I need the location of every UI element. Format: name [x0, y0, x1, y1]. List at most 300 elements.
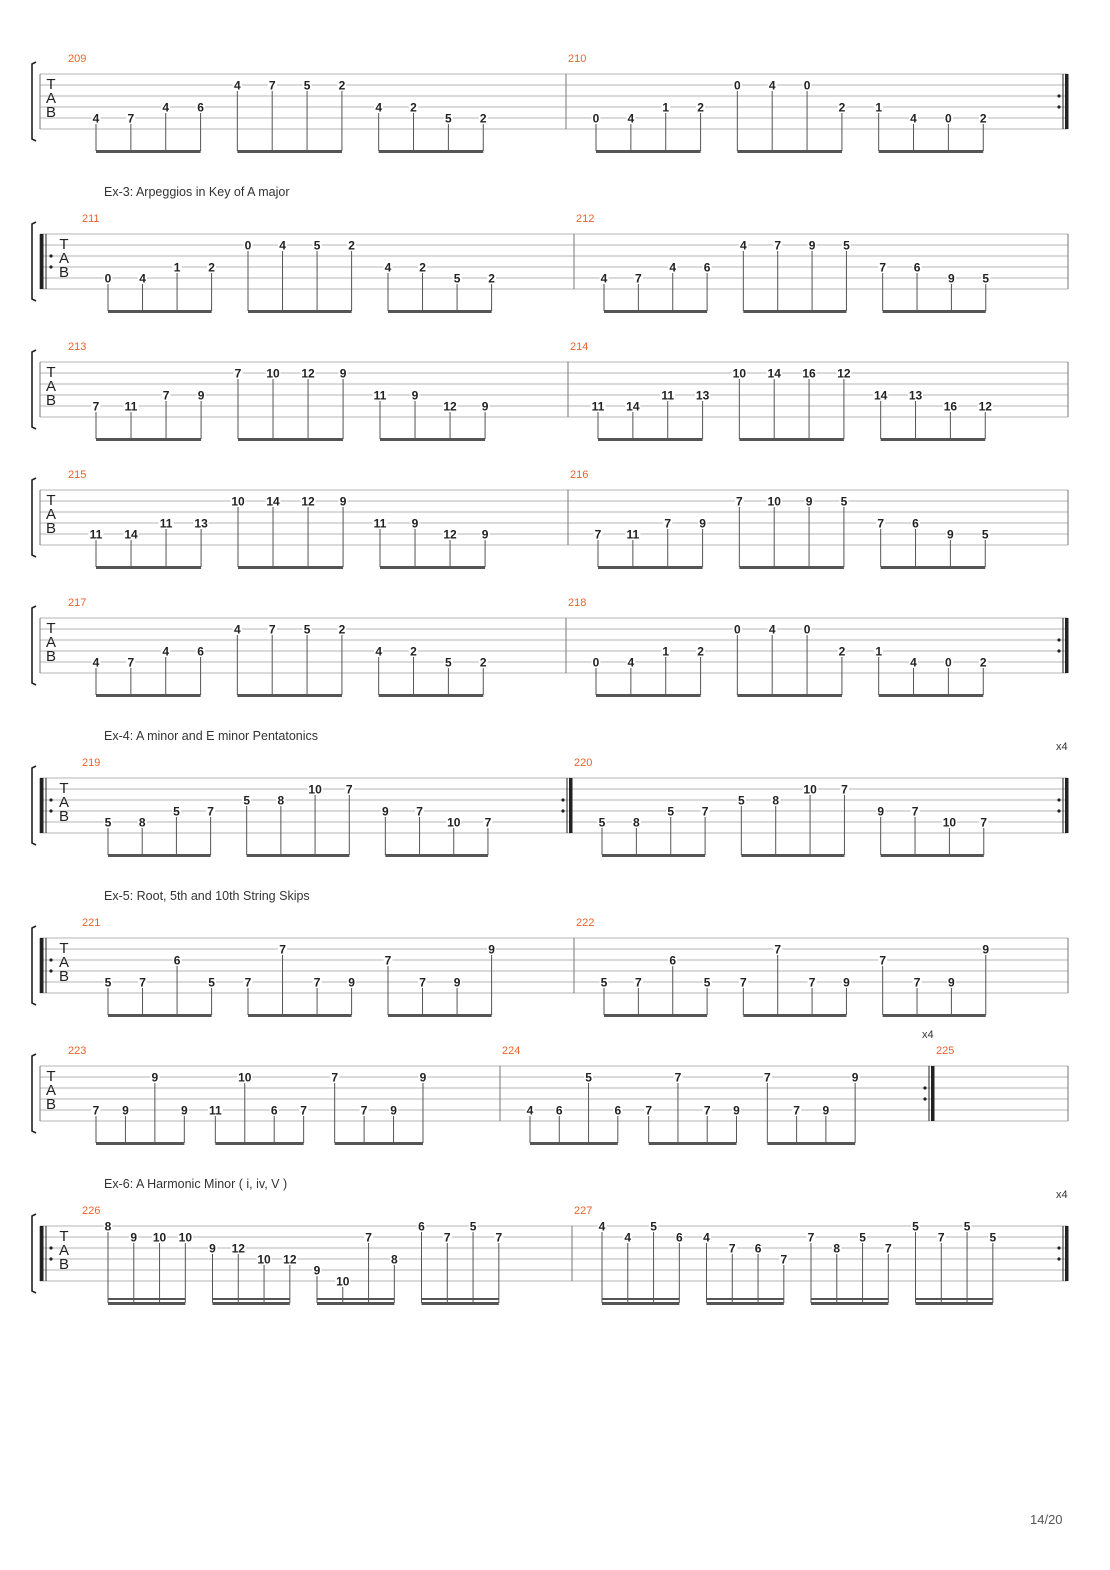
fret-number: 5 [104, 975, 112, 990]
beam [530, 1142, 618, 1145]
fret-number: 2 [479, 655, 487, 670]
section-title: Ex-4: A minor and E minor Pentatonics [104, 729, 318, 743]
fret-number: 7 [365, 1230, 372, 1245]
fret-number: 7 [139, 975, 146, 990]
fret-number: 7 [807, 1230, 815, 1245]
fret-number: 4 [600, 271, 608, 286]
fret-number: 9 [733, 1103, 740, 1118]
fret-number: 1 [875, 644, 883, 659]
measure-number: 223 [68, 1045, 87, 1057]
fret-number: 8 [104, 1219, 112, 1234]
beam [879, 150, 984, 153]
beam [916, 1302, 993, 1305]
fret-number: 8 [633, 815, 640, 830]
beam [602, 1298, 679, 1300]
measure-number: 210 [568, 53, 587, 65]
fret-number: 1 [875, 100, 883, 115]
beam [604, 1014, 707, 1017]
measure-number: 226 [82, 1205, 101, 1217]
repeat-dot [49, 1257, 52, 1260]
fret-number: 7 [674, 1070, 682, 1085]
fret-number: 2 [838, 644, 846, 659]
fret-number: 7 [207, 804, 214, 819]
fret-number: 6 [669, 953, 677, 968]
measure-number: 215 [68, 469, 87, 481]
fret-number: 2 [208, 260, 215, 275]
fret-number: 9 [699, 516, 706, 531]
fret-number: 9 [130, 1230, 138, 1245]
measure-number: 214 [570, 341, 589, 353]
fret-number: 2 [979, 111, 987, 126]
repeat-dot [923, 1097, 926, 1100]
tab-clef-letter: A [45, 1082, 57, 1099]
fret-number: 5 [453, 271, 461, 286]
fret-number: 10 [803, 782, 817, 797]
beam [881, 854, 984, 857]
fret-number: 7 [980, 815, 988, 830]
fret-number: 7 [360, 1103, 368, 1118]
beam [317, 1298, 394, 1300]
system-bracket [32, 926, 36, 1005]
fret-number: 6 [913, 260, 921, 275]
fret-number: 6 [703, 260, 711, 275]
measure-number: 221 [82, 917, 101, 929]
repeat-thick-bar [1065, 1226, 1069, 1281]
system-bracket [32, 606, 36, 685]
fret-number: 9 [209, 1241, 216, 1256]
tab-clef-letter: T [46, 492, 56, 509]
tab-clef-letter: A [45, 506, 57, 523]
fret-number: 7 [739, 975, 747, 990]
fret-number: 9 [411, 516, 419, 531]
fret-number: 4 [526, 1103, 534, 1118]
fret-number: 7 [92, 399, 100, 414]
fret-number: 5 [840, 494, 848, 509]
fret-number: 6 [197, 644, 204, 659]
fret-number: 5 [445, 655, 452, 670]
fret-number: 9 [808, 238, 816, 253]
fret-number: 12 [283, 1252, 297, 1267]
beam [380, 566, 485, 569]
beam [379, 694, 484, 697]
fret-number: 7 [313, 975, 321, 990]
fret-number: 5 [650, 1219, 657, 1234]
fret-number: 6 [555, 1103, 563, 1118]
tab-clef-letter: B [45, 104, 57, 121]
repeat-count: x4 [922, 1029, 934, 1041]
repeat-thick-bar [1065, 618, 1069, 673]
beam [96, 566, 201, 569]
beam [96, 150, 201, 153]
fret-number: 6 [197, 100, 204, 115]
fret-number: 7 [419, 975, 426, 990]
repeat-dot [561, 798, 564, 801]
fret-number: 12 [301, 366, 315, 381]
fret-number: 11 [373, 388, 387, 403]
fret-number: 9 [339, 366, 347, 381]
beam [96, 694, 201, 697]
section-title: Ex-6: A Harmonic Minor ( i, iv, V ) [104, 1177, 288, 1191]
fret-number: 10 [238, 1070, 252, 1085]
fret-number: 11 [89, 527, 103, 542]
system-bracket [32, 478, 36, 557]
fret-number: 7 [345, 782, 353, 797]
beam [380, 438, 485, 441]
beam [108, 854, 211, 857]
fret-number: 13 [194, 516, 208, 531]
fret-number: 9 [313, 1263, 321, 1278]
fret-number: 14 [124, 527, 138, 542]
fret-number: 5 [313, 238, 321, 253]
fret-number: 7 [443, 1230, 451, 1245]
fret-number: 5 [600, 975, 608, 990]
fret-number: 2 [697, 100, 704, 115]
beam [602, 1302, 679, 1305]
fret-number: 6 [675, 1230, 683, 1245]
beam [248, 310, 352, 313]
fret-number: 5 [303, 78, 311, 93]
tab-clef-letter: T [59, 940, 69, 957]
beam [916, 1298, 993, 1300]
fret-number: 5 [859, 1230, 866, 1245]
fret-number: 4 [233, 622, 241, 637]
fret-number: 4 [92, 655, 100, 670]
fret-number: 6 [754, 1241, 762, 1256]
fret-number: 7 [331, 1070, 339, 1085]
fret-number: 7 [635, 975, 642, 990]
fret-number: 7 [664, 516, 672, 531]
fret-number: 8 [833, 1241, 841, 1256]
repeat-dot [1057, 94, 1060, 97]
system-bracket [32, 222, 36, 301]
fret-number: 10 [767, 494, 781, 509]
fret-number: 9 [948, 975, 955, 990]
repeat-dot [1057, 1246, 1060, 1249]
fret-number: 6 [270, 1103, 278, 1118]
fret-number: 7 [884, 1241, 892, 1256]
fret-number: 12 [837, 366, 851, 381]
fret-number: 9 [151, 1070, 159, 1085]
fret-number: 2 [479, 111, 487, 126]
fret-number: 5 [989, 1230, 997, 1245]
beam [881, 438, 986, 441]
tab-clef-letter: T [46, 1068, 56, 1085]
repeat-dot [1057, 638, 1060, 641]
fret-number: 7 [780, 1252, 788, 1267]
fret-number: 7 [937, 1230, 945, 1245]
measure-number: 213 [68, 341, 87, 353]
fret-number: 4 [92, 111, 100, 126]
fret-number: 14 [767, 366, 781, 381]
fret-number: 9 [948, 271, 955, 286]
fret-number: 2 [348, 238, 355, 253]
beam [739, 438, 844, 441]
beam [388, 310, 492, 313]
system-bracket [32, 766, 36, 845]
beam [213, 1298, 290, 1300]
tab-clef-letter: T [46, 364, 56, 381]
fret-number: 5 [243, 793, 251, 808]
repeat-dot [49, 798, 52, 801]
system-bracket [32, 62, 36, 141]
tab-clef-letter: A [58, 794, 70, 811]
fret-number: 7 [728, 1241, 736, 1256]
fret-number: 0 [592, 111, 600, 126]
repeat-dot [49, 958, 52, 961]
beam [707, 1302, 784, 1305]
fret-number: 4 [910, 655, 917, 670]
fret-number: 2 [838, 100, 846, 115]
fret-number: 5 [982, 271, 990, 286]
fret-number: 7 [279, 942, 286, 957]
fret-number: 5 [963, 1219, 971, 1234]
repeat-dot [1057, 798, 1060, 801]
system-bracket [32, 350, 36, 429]
measure-number: 222 [576, 917, 595, 929]
fret-number: 7 [793, 1103, 800, 1118]
tab-clef-letter: B [58, 808, 70, 825]
fret-number: 4 [162, 100, 170, 115]
fret-number: 6 [912, 516, 919, 531]
measure-number: 225 [936, 1045, 955, 1057]
fret-number: 4 [598, 1219, 606, 1234]
fret-number: 7 [841, 782, 848, 797]
beam [237, 150, 342, 153]
fret-number: 11 [591, 399, 605, 414]
beam [596, 150, 701, 153]
tab-clef-letter: A [45, 90, 57, 107]
section-title: Ex-5: Root, 5th and 10th String Skips [104, 889, 310, 903]
fret-number: 7 [703, 1103, 711, 1118]
system-bracket [32, 1214, 36, 1293]
beam [649, 1142, 737, 1145]
fret-number: 9 [339, 494, 347, 509]
repeat-thick-bar [40, 234, 44, 289]
fret-number: 1 [662, 644, 670, 659]
repeat-dot [49, 254, 52, 257]
fret-number: 7 [879, 260, 887, 275]
measure-number: 211 [82, 213, 100, 225]
repeat-count: x4 [1056, 1189, 1068, 1201]
beam [108, 1298, 185, 1300]
fret-number: 5 [598, 815, 606, 830]
fret-number: 7 [774, 238, 782, 253]
beam [422, 1298, 499, 1300]
beam [248, 1014, 352, 1017]
fret-number: 5 [469, 1219, 477, 1234]
fret-number: 7 [92, 1103, 100, 1118]
beam [737, 694, 842, 697]
tab-clef-letter: B [45, 648, 57, 665]
beam [596, 694, 701, 697]
fret-number: 11 [159, 516, 173, 531]
beam [422, 1302, 499, 1305]
fret-number: 14 [626, 399, 640, 414]
fret-number: 2 [410, 100, 417, 115]
fret-number: 9 [851, 1070, 859, 1085]
fret-number: 7 [127, 655, 135, 670]
beam [388, 1014, 492, 1017]
fret-number: 1 [173, 260, 181, 275]
repeat-thick-bar [931, 1066, 935, 1121]
fret-number: 10 [266, 366, 280, 381]
fret-number: 7 [594, 527, 602, 542]
repeat-dot [49, 809, 52, 812]
fret-number: 9 [381, 804, 389, 819]
fret-number: 9 [481, 399, 489, 414]
beam [739, 566, 844, 569]
fret-number: 5 [981, 527, 989, 542]
measure-number: 212 [576, 213, 595, 225]
fret-number: 10 [178, 1230, 193, 1245]
fret-number: 11 [373, 516, 387, 531]
beam [811, 1298, 888, 1300]
fret-number: 4 [233, 78, 241, 93]
fret-number: 4 [384, 260, 392, 275]
beam [238, 566, 343, 569]
repeat-dot [1057, 649, 1060, 652]
tab-clef-letter: B [58, 264, 70, 281]
tab-clef-letter: T [59, 780, 69, 797]
fret-number: 5 [585, 1070, 592, 1085]
fret-number: 5 [912, 1219, 919, 1234]
fret-number: 2 [488, 271, 495, 286]
fret-number: 7 [701, 804, 709, 819]
fret-number: 2 [697, 644, 704, 659]
fret-number: 7 [300, 1103, 307, 1118]
beam [879, 694, 984, 697]
repeat-dot [49, 1246, 52, 1249]
fret-number: 8 [772, 793, 780, 808]
measure-number: 220 [574, 757, 593, 769]
fret-number: 4 [162, 644, 170, 659]
fret-number: 11 [626, 527, 640, 542]
fret-number: 8 [277, 793, 285, 808]
measure-number: 209 [68, 53, 87, 65]
fret-number: 11 [661, 388, 675, 403]
fret-number: 7 [877, 516, 885, 531]
fret-number: 7 [635, 271, 642, 286]
fret-number: 5 [737, 793, 745, 808]
fret-number: 12 [231, 1241, 245, 1256]
fret-number: 9 [822, 1103, 830, 1118]
fret-number: 9 [877, 804, 885, 819]
tab-clef-letter: A [58, 250, 70, 267]
fret-number: 0 [592, 655, 600, 670]
system-bracket [32, 1054, 36, 1133]
repeat-thick-bar [1065, 74, 1069, 129]
beam [385, 854, 488, 857]
fret-number: 10 [308, 782, 322, 797]
fret-number: 7 [234, 366, 242, 381]
fret-number: 9 [411, 388, 419, 403]
repeat-thick-bar [40, 1226, 44, 1281]
beam [215, 1142, 303, 1145]
beam [96, 438, 201, 441]
fret-number: 7 [495, 1230, 503, 1245]
fret-number: 9 [419, 1070, 427, 1085]
repeat-thick-bar [40, 938, 44, 993]
beam [237, 694, 342, 697]
fret-number: 2 [410, 644, 417, 659]
beam [238, 438, 343, 441]
fret-number: 9 [488, 942, 495, 957]
fret-number: 4 [279, 238, 286, 253]
fret-number: 7 [879, 953, 887, 968]
fret-number: 7 [913, 975, 921, 990]
repeat-thick-bar [40, 778, 44, 833]
fret-number: 9 [390, 1103, 397, 1118]
fret-number: 0 [945, 111, 952, 126]
fret-number: 7 [268, 622, 276, 637]
fret-number: 7 [911, 804, 919, 819]
fret-number: 9 [197, 388, 205, 403]
fret-number: 7 [127, 111, 135, 126]
fret-number: 0 [733, 622, 741, 637]
measure-number: 218 [568, 597, 587, 609]
fret-number: 6 [418, 1219, 425, 1234]
beam [335, 1142, 423, 1145]
beam [743, 1014, 846, 1017]
fret-number: 0 [945, 655, 952, 670]
fret-number: 5 [173, 804, 180, 819]
repeat-dot [1057, 105, 1060, 108]
tab-clef-letter: T [59, 1228, 69, 1245]
fret-number: 4 [375, 100, 383, 115]
fret-number: 8 [138, 815, 146, 830]
tab-clef-letter: B [58, 1256, 70, 1273]
fret-number: 9 [481, 527, 489, 542]
tab-clef-letter: B [45, 1096, 57, 1113]
fret-number: 11 [208, 1103, 222, 1118]
beam [743, 310, 846, 313]
fret-number: 10 [336, 1274, 350, 1289]
fret-number: 7 [268, 78, 276, 93]
fret-number: 4 [910, 111, 917, 126]
beam [767, 1142, 855, 1145]
beam [741, 854, 844, 857]
fret-number: 7 [416, 804, 423, 819]
fret-number: 9 [180, 1103, 188, 1118]
fret-number: 5 [843, 238, 850, 253]
fret-number: 7 [774, 942, 782, 957]
fret-number: 5 [667, 804, 675, 819]
measure-number: 216 [570, 469, 589, 481]
beam [96, 1142, 184, 1145]
fret-number: 12 [978, 399, 992, 414]
fret-number: 5 [445, 111, 452, 126]
measure-number: 217 [68, 597, 87, 609]
fret-number: 4 [375, 644, 383, 659]
fret-number: 6 [173, 953, 181, 968]
fret-number: 7 [244, 975, 252, 990]
beam [883, 310, 986, 313]
repeat-thick-bar [1065, 778, 1069, 833]
fret-number: 12 [301, 494, 315, 509]
repeat-thick-bar [569, 778, 573, 833]
fret-number: 10 [942, 815, 957, 830]
fret-number: 8 [390, 1252, 398, 1267]
fret-number: 12 [443, 527, 457, 542]
fret-number: 7 [735, 494, 743, 509]
fret-number: 4 [739, 238, 747, 253]
measure-number: 224 [502, 1045, 521, 1057]
fret-number: 2 [338, 78, 346, 93]
fret-number: 4 [627, 655, 635, 670]
tab-clef-letter: T [46, 620, 56, 637]
fret-number: 14 [266, 494, 280, 509]
fret-number: 14 [873, 388, 888, 403]
